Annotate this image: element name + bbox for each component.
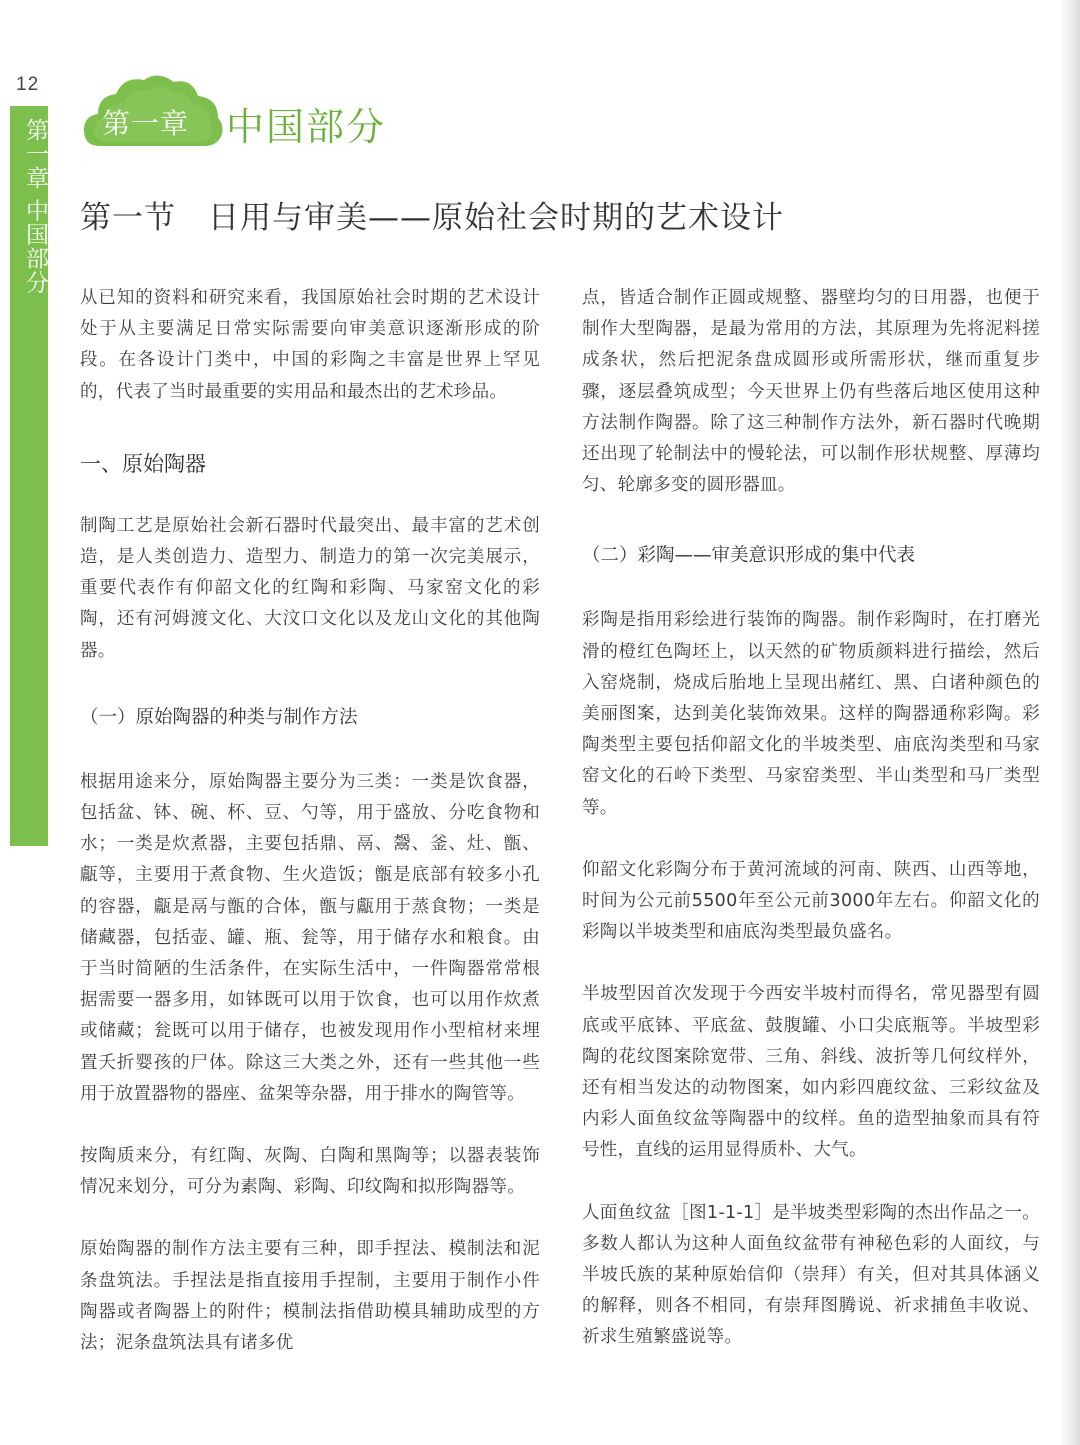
paragraph-making-methods: 原始陶器的制作方法主要有三种，即手捏法、模制法和泥条盘筑法。手捏法是指直接用手捏制，主要用于制作小件陶器或者陶器上的附件；模制法指借助模具辅助成型的方法；泥条盘筑法具有诸多优 xyxy=(80,1239,540,1354)
heading-primitive-pottery: 一、原始陶器 xyxy=(80,451,206,476)
chapter-number-label: 第一章 xyxy=(102,107,190,140)
subheading-types-methods: （一）原始陶器的种类与制作方法 xyxy=(80,706,358,728)
paragraph-pottery-craft: 制陶工艺是原始社会新石器时代最突出、最丰富的艺术创造，是人类创造力、造型力、制造力的第一次完美展示，重要代表作有仰韶文化的红陶和彩陶、马家窑文化的彩陶，还有河姆渡文化、大汶口文化以及龙山文化的其他陶器。 xyxy=(80,515,540,661)
right-column xyxy=(582,283,1040,1354)
paragraph-types-by-use: 根据用途来分，原始陶器主要分为三类：一类是饮食器，包括盆、钵、碗、杯、豆、勺等，用于盛放、分吃食物和水；一类是炊煮器，主要包括鼎、鬲、鬶、釜、灶、甑、甗等，主要用于煮食物、生火造饭；甑是底部有较多小孔的容器，甗是鬲与甑的合体，甑与甗用于蒸食物；一类是储藏器，包括壶、罐、瓶、瓮等，用于储存水和粮食。由于当时简陋的生活条件，在实际生活中，一件陶器常常根据需要一器多用，如钵既可以用于饮食，也可以用作炊煮或储藏；瓮既可以用于储存，也被发现用作小型棺材来埋置夭折婴孩的尸体。除这三大类之外，还有一些其他一些用于放置器物的器座、盆架等杂器，用于排水的陶管等。 xyxy=(80,771,540,1104)
section-title: 第一节 日用与审美——原始社会时期的艺术设计 xyxy=(80,200,784,236)
subheading-painted-pottery: （二）彩陶——审美意识形成的集中代表 xyxy=(582,545,916,567)
intro-paragraph: 从已知的资料和研究来看，我国原始社会时期的艺术设计处于从主要满足日常实际需要向审美意识逐渐形成的阶段。在各设计门类中，中国的彩陶之丰富是世界上罕见的，代表了当时最重要的实用品和最杰出的艺术珍品。 xyxy=(80,288,540,402)
left-column xyxy=(80,283,540,1359)
paragraph-painted-pottery-definition: 彩陶是指用彩绘进行装饰的陶器。制作彩陶时，在打磨光滑的橙红色陶坯上，以天然的矿物质颜料进行描绘，然后入窑烧制，烧成后胎地上呈现出赭红、黑、白诸种颜色的美丽图案，达到美化装饰效果。这样的陶器通称彩陶。彩陶类型主要包括仰韶文化的半坡类型、庙底沟类型和马家窑文化的石岭下类型、马家窑类型、半山类型和马厂类型等。 xyxy=(582,610,1040,818)
paragraph-yangshao-culture: 仰韶文化彩陶分布于黄河流域的河南、陕西、山西等地，时间为公元前5500年至公元前3000年左右。仰韶文化的彩陶以半坡类型和庙底沟类型最负盛名。 xyxy=(582,859,1040,943)
page-edge-shadow xyxy=(1058,0,1080,1445)
chapter-side-tab xyxy=(10,106,48,846)
chapter-header xyxy=(78,72,478,152)
page-number: 12 xyxy=(16,74,40,95)
chapter-title: 中国部分 xyxy=(226,105,387,149)
paragraph-types-by-material: 按陶质来分，有红陶、灰陶、白陶和黑陶等；以器表装饰情况来划分，可分为素陶、彩陶、印纹陶和拟形陶器等。 xyxy=(80,1146,540,1198)
paragraph-coiling-method: 点，皆适合制作正圆或规整、器壁均匀的日用器，也便于制作大型陶器，是最为常用的方法，其原理为先将泥料搓成条状，然后把泥条盘成圆形或所需形状，继而重复步骤，逐层叠筑成型；今天世界上仍有些落后地区使用这种方法制作陶器。除了这三种制作方法外，新石器时代晚期还出现了轮制法中的慢轮法，可以制作形状规整、厚薄均匀、轮廓多变的圆形器皿。 xyxy=(582,288,1040,496)
side-tab-label: 第一章 中国部分 xyxy=(22,118,48,295)
paragraph-banpo-type: 半坡型因首次发现于今西安半坡村而得名，常见器型有圆底或平底钵、平底盆、鼓腹罐、小口尖底瓶等。半坡型彩陶的花纹图案除宽带、三角、斜线、波折等几何纹样外，还有相当发达的动物图案，如内彩四鹿纹盆、三彩纹盆及内彩人面鱼纹盆等陶器中的纹样。鱼的造型抽象而具有符号性，直线的运用显得质朴、大气。 xyxy=(582,984,1040,1161)
paragraph-fish-face-basin: 人面鱼纹盆［图1-1-1］是半坡类型彩陶的杰出作品之一。多数人都认为这种人面鱼纹盆带有神秘色彩的人面纹，与半坡氏族的某种原始信仰（崇拜）有关，但对其具体涵义的解释，则各不相同，有崇拜图腾说、祈求捕鱼丰收说、祈求生殖繁盛说等。 xyxy=(582,1202,1040,1348)
